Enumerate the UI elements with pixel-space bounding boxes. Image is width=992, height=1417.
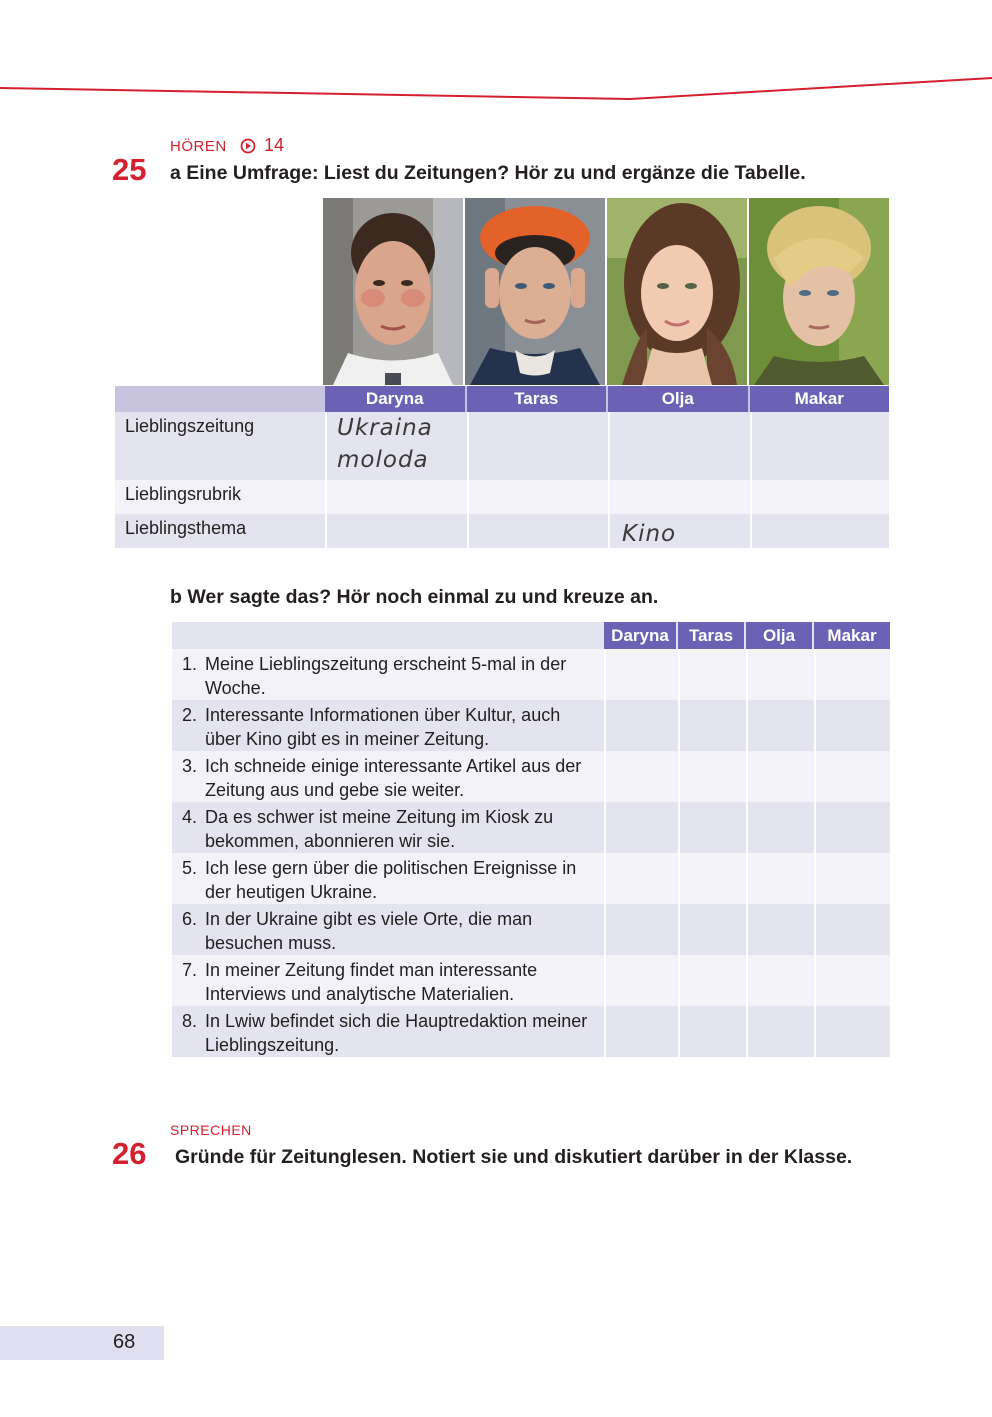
header-empty xyxy=(115,386,323,412)
header-makar: Makar xyxy=(814,622,890,649)
statements-table xyxy=(172,622,890,1057)
checkbox-cell[interactable] xyxy=(814,904,890,955)
exercise-title: Gründe für Zeitunglesen. Notiert sie und diskutiert darüber in der Klasse. xyxy=(175,1146,853,1168)
checkbox-cell[interactable] xyxy=(746,1006,812,1057)
statement-text: Ich schneide einige interessante Artikel aus der Zeitung aus und gebe sie weiter. xyxy=(205,756,582,800)
page-number: 68 xyxy=(113,1331,136,1353)
answer-cell[interactable] xyxy=(608,412,748,480)
photo-strip xyxy=(323,198,889,385)
statement-number: 5. xyxy=(182,858,198,878)
statement xyxy=(172,904,602,955)
section-label-sprechen: SPRECHEN xyxy=(170,1122,252,1138)
table-row xyxy=(172,802,890,853)
row-label: Lieblingsrubrik xyxy=(125,484,242,504)
statement xyxy=(172,1006,602,1057)
answer-cell[interactable] xyxy=(467,480,607,514)
checkbox-cell[interactable] xyxy=(746,955,812,1006)
table-row xyxy=(172,853,890,904)
photo-daryna xyxy=(323,198,463,385)
checkbox-cell[interactable] xyxy=(604,649,676,700)
page-number-box xyxy=(0,1326,164,1360)
photo-makar xyxy=(749,198,889,385)
exercise-number: 26 xyxy=(112,1136,147,1171)
answer-cell[interactable] xyxy=(325,412,465,480)
checkbox-cell[interactable] xyxy=(814,649,890,700)
statement-number: 7. xyxy=(182,960,198,980)
header-daryna: Daryna xyxy=(325,386,465,412)
header-daryna: Daryna xyxy=(604,622,676,649)
checkbox-cell[interactable] xyxy=(678,649,744,700)
photo-olja xyxy=(607,198,747,385)
statement-text: In meiner Zeitung findet man interessante Interviews und analytische Materialien. xyxy=(205,960,538,1004)
checkbox-cell[interactable] xyxy=(746,802,812,853)
statement-number: 8. xyxy=(182,1011,198,1031)
checkbox-cell[interactable] xyxy=(814,1006,890,1057)
answer-cell[interactable] xyxy=(467,412,607,480)
header-olja: Olja xyxy=(608,386,748,412)
audio-track[interactable] xyxy=(240,135,284,156)
answer-cell[interactable] xyxy=(325,480,465,514)
header-empty xyxy=(172,622,602,649)
checkbox-cell[interactable] xyxy=(604,802,676,853)
photo-taras xyxy=(465,198,605,385)
statement xyxy=(172,955,602,1006)
checkbox-cell[interactable] xyxy=(746,700,812,751)
statement-number: 1. xyxy=(182,654,198,674)
checkbox-cell[interactable] xyxy=(814,700,890,751)
checkbox-cell[interactable] xyxy=(604,1006,676,1057)
table-row xyxy=(115,412,889,480)
checkbox-cell[interactable] xyxy=(746,751,812,802)
checkbox-cell[interactable] xyxy=(678,751,744,802)
table-row xyxy=(115,480,889,514)
checkbox-cell[interactable] xyxy=(604,853,676,904)
statement-text: In der Ukraine gibt es viele Orte, die man besuchen muss. xyxy=(205,909,533,953)
checkbox-cell[interactable] xyxy=(604,700,676,751)
statement-text: Interessante Informationen über Kultur, auch über Kino gibt es in meiner Zeitung. xyxy=(205,705,561,749)
answer-cell[interactable] xyxy=(325,514,465,548)
survey-table xyxy=(115,386,889,548)
play-circle-icon[interactable] xyxy=(240,138,256,154)
audio-track-number: 14 xyxy=(264,135,285,155)
header-taras: Taras xyxy=(467,386,607,412)
checkbox-cell[interactable] xyxy=(746,853,812,904)
table-row xyxy=(172,904,890,955)
table-row xyxy=(172,649,890,700)
statement xyxy=(172,751,602,802)
row-label: Lieblingsthema xyxy=(125,518,247,538)
answer-cell[interactable] xyxy=(608,514,748,548)
table-row xyxy=(172,751,890,802)
answer-cell[interactable] xyxy=(467,514,607,548)
handwritten-answer: Ukraina xyxy=(337,415,433,441)
statement-text: Ich lese gern über die politischen Ereignisse in der heutigen Ukraine. xyxy=(205,858,577,902)
checkbox-cell[interactable] xyxy=(678,853,744,904)
checkbox-cell[interactable] xyxy=(678,1006,744,1057)
statement-number: 6. xyxy=(182,909,198,929)
header-makar: Makar xyxy=(750,386,890,412)
checkbox-cell[interactable] xyxy=(746,904,812,955)
statement-number: 4. xyxy=(182,807,198,827)
answer-cell[interactable] xyxy=(608,480,748,514)
header-taras: Taras xyxy=(678,622,744,649)
checkbox-cell[interactable] xyxy=(604,955,676,1006)
checkbox-cell[interactable] xyxy=(678,802,744,853)
answer-cell[interactable] xyxy=(750,514,890,548)
statement-number: 2. xyxy=(182,705,198,725)
table-row xyxy=(115,514,889,548)
handwritten-answer: Kino xyxy=(622,521,677,547)
answer-cell[interactable] xyxy=(750,480,890,514)
checkbox-cell[interactable] xyxy=(814,853,890,904)
row-label: Lieblingszeitung xyxy=(125,416,255,436)
statement-text: Da es schwer ist meine Zeitung im Kiosk zu bekommen, abonnieren wir sie. xyxy=(205,807,554,851)
header-olja: Olja xyxy=(746,622,812,649)
statements-table-header xyxy=(172,622,890,649)
checkbox-cell[interactable] xyxy=(814,751,890,802)
answer-cell[interactable] xyxy=(750,412,890,480)
checkbox-cell[interactable] xyxy=(678,955,744,1006)
checkbox-cell[interactable] xyxy=(678,904,744,955)
exercise-number: 25 xyxy=(112,152,147,187)
top-decorative-line xyxy=(0,70,992,110)
exercise-b-title: b Wer sagte das? Hör noch einmal zu und kreuze an. xyxy=(170,586,659,608)
statement xyxy=(172,802,602,853)
table-row xyxy=(172,955,890,1006)
statement xyxy=(172,700,602,751)
checkbox-cell[interactable] xyxy=(746,649,812,700)
checkbox-cell[interactable] xyxy=(604,904,676,955)
statement-number: 3. xyxy=(182,756,198,776)
table-row xyxy=(172,1006,890,1057)
handwritten-answer: moloda xyxy=(337,447,429,473)
statement xyxy=(172,649,602,700)
section-label-hoeren: HÖREN xyxy=(170,138,227,155)
checkbox-cell[interactable] xyxy=(814,955,890,1006)
checkbox-cell[interactable] xyxy=(814,802,890,853)
exercise-title: a Eine Umfrage: Liest du Zeitungen? Hör zu und ergänze die Tabelle. xyxy=(170,162,806,184)
survey-table-header xyxy=(115,386,889,412)
statement xyxy=(172,853,602,904)
statement-text: In Lwiw befindet sich die Hauptredaktion meiner Lieblingszeitung. xyxy=(205,1011,588,1055)
statement-text: Meine Lieblingszeitung erscheint 5-mal in der Woche. xyxy=(205,654,567,698)
checkbox-cell[interactable] xyxy=(678,700,744,751)
table-row xyxy=(172,700,890,751)
checkbox-cell[interactable] xyxy=(604,751,676,802)
